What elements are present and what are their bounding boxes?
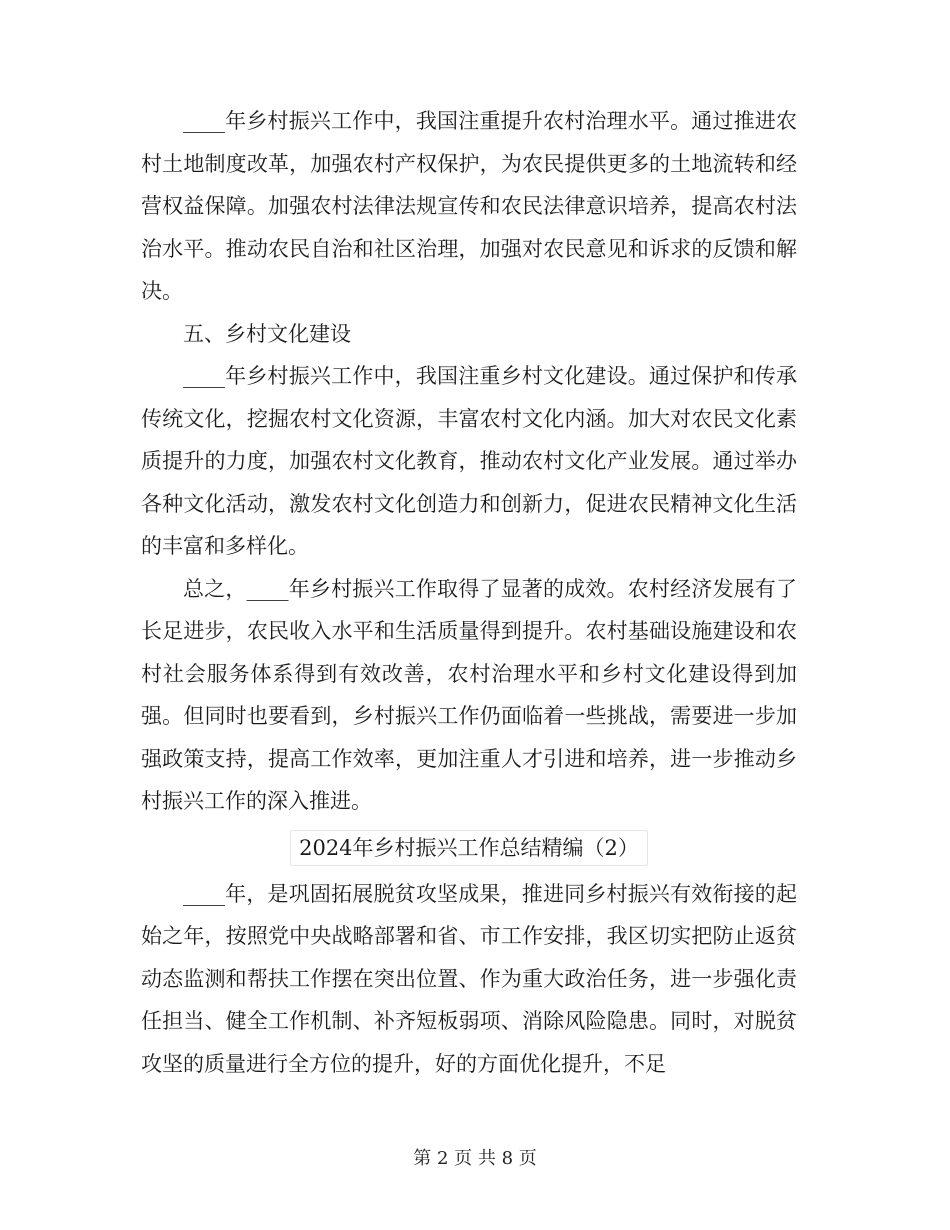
section-heading-rural-culture: 五、乡村文化建设 bbox=[183, 321, 351, 346]
paragraph-intro-2024: ____年，是巩固拓展脱贫攻坚成果，推进同乡村振兴有效衔接的起始之年，按照党中央战略部署和省、市工作安排，我区切实把防止返贫动态监测和帮扶工作摆在突出位置、作为重大政治任务，进一步强化责任担当、健全工作机制、补齐短板弱项、消除风险隐患。同时，对脱贫攻坚的质量进行全方位的提升，好的方面优化提升，不足 bbox=[141, 881, 797, 1076]
section-title: 2024年乡村振兴工作总结精编（2） bbox=[290, 830, 648, 866]
paragraph-rural-culture: ____年乡村振兴工作中，我国注重乡村文化建设。通过保护和传承传统文化，挖掘农村文化资源，丰富农村文化内涵。加大对农民文化素质提升的力度，加强农村文化教育，推动农村文化产业发展。通过举办各种文化活动，激发农村文化创造力和创新力，促进农民精神文化生活的丰富和多样化。 bbox=[141, 364, 797, 558]
section-title-container bbox=[141, 827, 797, 867]
document-body bbox=[141, 100, 797, 1085]
paragraph-summary: 总之，____年乡村振兴工作取得了显著的成效。农村经济发展有了长足进步，农民收入水平和生活质量得到提升。农村基础设施建设和农村社会服务体系得到有效改善，农村治理水平和乡村文化建设得到加强。但同时也要看到，乡村振兴工作仍面临着一些挑战，需要进一步加强政策支持，提高工作效率，更加注重人才引进和培养，进一步推动乡村振兴工作的深入推进。 bbox=[141, 576, 797, 813]
page-footer: 第 2 页 共 8 页 bbox=[413, 1148, 537, 1169]
paragraph-governance: ____年乡村振兴工作中，我国注重提升农村治理水平。通过推进农村土地制度改革，加强农村产权保护，为农民提供更多的土地流转和经营权益保障。加强农村法律法规宣传和农民法律意识培养，提高农村法治水平。推动农民自治和社区治理，加强对农民意见和诉求的反馈和解决。 bbox=[141, 109, 797, 303]
